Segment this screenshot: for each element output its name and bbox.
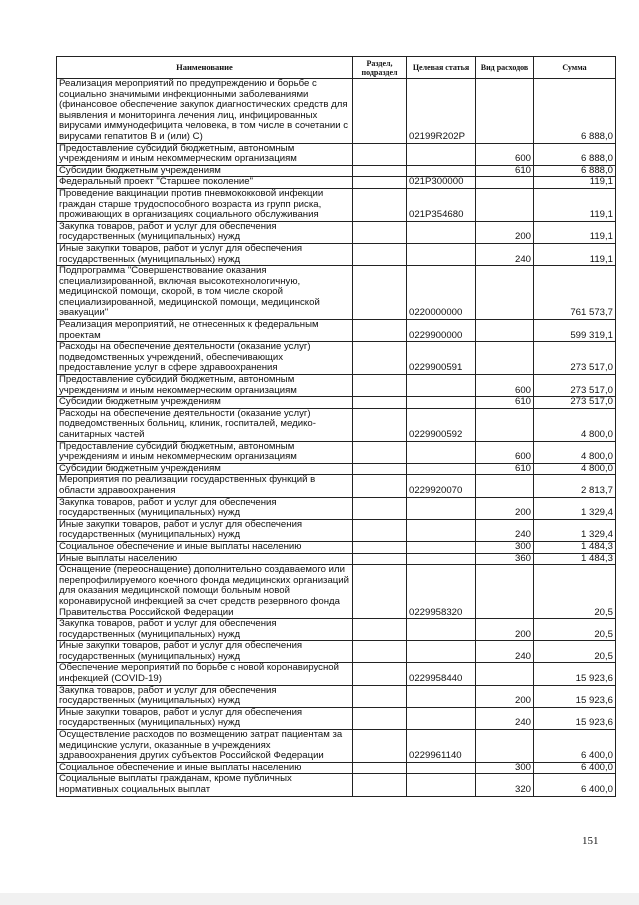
cell-name: Мероприятия по реализации государственных функций в области здравоохранения (57, 475, 353, 497)
cell-sum: 6 888,0 (534, 165, 616, 177)
cell-name: Федеральный проект "Старшее поколение" (57, 177, 353, 189)
cell-expense-type (476, 342, 534, 375)
cell-expense-type (476, 475, 534, 497)
cell-target: 0229900592 (407, 408, 476, 441)
cell-name: Подпрограмма "Совершенствование оказания специализированной, включая высокотехнологичную, медицинской помощи, скорой, в том числе скорой специализированной, медицинской помощи, медицинской эвакуации" (57, 266, 353, 320)
cell-target (407, 519, 476, 541)
header-target: Целевая статья (407, 57, 476, 79)
cell-name: Социальное обеспечение и иные выплаты населению (57, 762, 353, 774)
cell-target: 021P354680 (407, 188, 476, 221)
cell-sum: 4 800,0 (534, 441, 616, 463)
cell-target (407, 375, 476, 397)
header-row (57, 57, 616, 79)
cell-target (407, 541, 476, 553)
cell-section (353, 707, 407, 729)
cell-sum: 15 923,6 (534, 707, 616, 729)
cell-sum: 273 517,0 (534, 342, 616, 375)
cell-expense-type: 240 (476, 707, 534, 729)
cell-target (407, 463, 476, 475)
cell-expense-type (476, 177, 534, 189)
cell-section (353, 565, 407, 619)
cell-target: 0229920070 (407, 475, 476, 497)
cell-expense-type: 300 (476, 762, 534, 774)
cell-name: Иные закупки товаров, работ и услуг для обеспечения государственных (муниципальных) нужд (57, 243, 353, 265)
cell-expense-type (476, 79, 534, 144)
cell-name: Субсидии бюджетным учреждениям (57, 165, 353, 177)
cell-expense-type: 600 (476, 143, 534, 165)
cell-expense-type (476, 408, 534, 441)
table-row (57, 397, 616, 409)
cell-sum: 6 888,0 (534, 79, 616, 144)
cell-sum: 20,5 (534, 565, 616, 619)
cell-expense-type: 600 (476, 441, 534, 463)
cell-sum: 119,1 (534, 243, 616, 265)
cell-section (353, 375, 407, 397)
header-expense-type: Вид расходов (476, 57, 534, 79)
cell-name: Расходы на обеспечение деятельности (оказание услуг) подведомственных больниц, клиник, госпиталей, медико-санитарных частей (57, 408, 353, 441)
cell-name: Иные выплаты населению (57, 553, 353, 565)
cell-name: Закупка товаров, работ и услуг для обеспечения государственных (муниципальных) нужд (57, 221, 353, 243)
table-row (57, 553, 616, 565)
cell-section (353, 177, 407, 189)
cell-sum: 4 800,0 (534, 463, 616, 475)
cell-sum: 119,1 (534, 221, 616, 243)
cell-sum: 6 400,0 (534, 774, 616, 796)
cell-target: 0229900591 (407, 342, 476, 375)
table-row (57, 441, 616, 463)
cell-section (353, 243, 407, 265)
cell-section (353, 541, 407, 553)
cell-expense-type (476, 730, 534, 763)
header-sum: Сумма (534, 57, 616, 79)
cell-name: Предоставление субсидий бюджетным, автономным учреждениям и иным некоммерческим организациям (57, 441, 353, 463)
cell-sum: 2 813,7 (534, 475, 616, 497)
cell-expense-type (476, 320, 534, 342)
cell-expense-type: 200 (476, 685, 534, 707)
cell-section (353, 619, 407, 641)
cell-section (353, 762, 407, 774)
cell-expense-type: 610 (476, 165, 534, 177)
cell-target (407, 707, 476, 729)
cell-section (353, 79, 407, 144)
table-row (57, 165, 616, 177)
cell-target (407, 762, 476, 774)
cell-name: Социальные выплаты гражданам, кроме публичных нормативных социальных выплат (57, 774, 353, 796)
cell-section (353, 519, 407, 541)
cell-section (353, 463, 407, 475)
cell-target: 0229961140 (407, 730, 476, 763)
cell-target (407, 397, 476, 409)
cell-sum: 15 923,6 (534, 663, 616, 685)
cell-section (353, 730, 407, 763)
cell-section (353, 441, 407, 463)
cell-sum: 20,5 (534, 641, 616, 663)
table-row (57, 475, 616, 497)
cell-target (407, 143, 476, 165)
cell-sum: 1 329,4 (534, 519, 616, 541)
table-body (57, 79, 616, 797)
cell-expense-type: 240 (476, 519, 534, 541)
cell-section (353, 266, 407, 320)
table-row (57, 188, 616, 221)
cell-section (353, 685, 407, 707)
cell-name: Осуществление расходов по возмещению затрат пациентам за медицинские услуги, оказанные в учреждениях здравоохранения других субъектов Российской Федерации (57, 730, 353, 763)
table-row (57, 497, 616, 519)
table-row (57, 730, 616, 763)
page-bottom-shade (0, 893, 639, 905)
cell-expense-type: 200 (476, 497, 534, 519)
cell-target: 02199R202P (407, 79, 476, 144)
cell-name: Оснащение (переоснащение) дополнительно создаваемого или перепрофилируемого коечного фонда медицинских организаций для оказания медицинской помощи больным новой коронавирусной инфекцией за счет средств резервного фонда Правительства Российской Федерации (57, 565, 353, 619)
cell-sum: 119,1 (534, 177, 616, 189)
cell-section (353, 475, 407, 497)
cell-sum: 6 888,0 (534, 143, 616, 165)
cell-expense-type: 240 (476, 243, 534, 265)
cell-section (353, 663, 407, 685)
cell-sum: 6 400,0 (534, 762, 616, 774)
cell-name: Закупка товаров, работ и услуг для обеспечения государственных (муниципальных) нужд (57, 497, 353, 519)
cell-name: Закупка товаров, работ и услуг для обеспечения государственных (муниципальных) нужд (57, 619, 353, 641)
cell-expense-type: 240 (476, 641, 534, 663)
cell-expense-type: 610 (476, 397, 534, 409)
cell-section (353, 221, 407, 243)
cell-expense-type: 300 (476, 541, 534, 553)
budget-table (56, 56, 616, 797)
cell-sum: 20,5 (534, 619, 616, 641)
table-row (57, 641, 616, 663)
cell-section (353, 143, 407, 165)
table-row (57, 663, 616, 685)
cell-sum: 761 573,7 (534, 266, 616, 320)
cell-target (407, 243, 476, 265)
cell-section (353, 342, 407, 375)
cell-target: 0220000000 (407, 266, 476, 320)
cell-sum: 1 484,3 (534, 541, 616, 553)
table-row (57, 762, 616, 774)
cell-sum: 15 923,6 (534, 685, 616, 707)
cell-name: Субсидии бюджетным учреждениям (57, 463, 353, 475)
table-row (57, 243, 616, 265)
cell-expense-type (476, 663, 534, 685)
cell-target: 021P300000 (407, 177, 476, 189)
cell-target (407, 685, 476, 707)
cell-target (407, 221, 476, 243)
table-row (57, 320, 616, 342)
cell-name: Предоставление субсидий бюджетным, автономным учреждениям и иным некоммерческим организациям (57, 143, 353, 165)
header-section: Раздел, подраздел (353, 57, 407, 79)
table-row (57, 177, 616, 189)
cell-section (353, 774, 407, 796)
cell-expense-type: 600 (476, 375, 534, 397)
table-row (57, 541, 616, 553)
cell-name: Иные закупки товаров, работ и услуг для обеспечения государственных (муниципальных) нужд (57, 707, 353, 729)
cell-name: Обеспечение мероприятий по борьбе с новой коронавирусной инфекцией (COVID-19) (57, 663, 353, 685)
cell-sum: 6 400,0 (534, 730, 616, 763)
cell-name: Предоставление субсидий бюджетным, автономным учреждениям и иным некоммерческим организациям (57, 375, 353, 397)
cell-expense-type (476, 266, 534, 320)
cell-expense-type (476, 188, 534, 221)
table-row (57, 375, 616, 397)
cell-name: Социальное обеспечение и иные выплаты населению (57, 541, 353, 553)
cell-name: Иные закупки товаров, работ и услуг для обеспечения государственных (муниципальных) нужд (57, 641, 353, 663)
cell-target: 0229958320 (407, 565, 476, 619)
cell-name: Реализация мероприятий, не отнесенных к федеральным проектам (57, 320, 353, 342)
cell-target (407, 774, 476, 796)
cell-section (353, 408, 407, 441)
cell-target (407, 441, 476, 463)
cell-name: Расходы на обеспечение деятельности (оказание услуг) подведомственных учреждений, обеспечивающих предоставление услуг в сфере здравоохранения (57, 342, 353, 375)
cell-target (407, 641, 476, 663)
cell-target: 0229958440 (407, 663, 476, 685)
table-row (57, 221, 616, 243)
cell-expense-type: 200 (476, 221, 534, 243)
cell-sum: 1 484,3 (534, 553, 616, 565)
cell-name: Субсидии бюджетным учреждениям (57, 397, 353, 409)
table-row (57, 565, 616, 619)
cell-name: Проведение вакцинации против пневмококковой инфекции граждан старше трудоспособного возраста из групп риска, проживающих в организациях социального обслуживания (57, 188, 353, 221)
cell-target (407, 165, 476, 177)
cell-sum: 4 800,0 (534, 408, 616, 441)
cell-expense-type: 610 (476, 463, 534, 475)
table-row (57, 619, 616, 641)
cell-section (353, 320, 407, 342)
cell-section (353, 165, 407, 177)
cell-section (353, 497, 407, 519)
header-name: Наименование (57, 57, 353, 79)
cell-expense-type: 360 (476, 553, 534, 565)
cell-section (353, 188, 407, 221)
cell-expense-type: 320 (476, 774, 534, 796)
cell-name: Закупка товаров, работ и услуг для обеспечения государственных (муниципальных) нужд (57, 685, 353, 707)
cell-target (407, 497, 476, 519)
cell-expense-type: 200 (476, 619, 534, 641)
cell-sum: 119,1 (534, 188, 616, 221)
cell-name: Реализация мероприятий по предупреждению и борьбе с социально значимыми инфекционными заболеваниями (финансовое обеспечение закупок диагностических средств для выявления и мониторинга лечения лиц, инфицированных вирусами иммунодефицита человека, в том числе в сочетании с вирусами гепатитов В и (или) С) (57, 79, 353, 144)
table-row (57, 266, 616, 320)
table-row (57, 685, 616, 707)
table-row (57, 79, 616, 144)
cell-sum: 1 329,4 (534, 497, 616, 519)
cell-target (407, 619, 476, 641)
cell-expense-type (476, 565, 534, 619)
cell-section (353, 641, 407, 663)
cell-target: 0229900000 (407, 320, 476, 342)
table-row (57, 408, 616, 441)
cell-sum: 273 517,0 (534, 397, 616, 409)
table-row (57, 143, 616, 165)
cell-sum: 599 319,1 (534, 320, 616, 342)
cell-sum: 273 517,0 (534, 375, 616, 397)
table-row (57, 707, 616, 729)
table-row (57, 342, 616, 375)
table-row (57, 519, 616, 541)
page-number: 151 (582, 835, 599, 847)
cell-target (407, 553, 476, 565)
cell-section (353, 553, 407, 565)
cell-name: Иные закупки товаров, работ и услуг для обеспечения государственных (муниципальных) нужд (57, 519, 353, 541)
table-row (57, 774, 616, 796)
cell-section (353, 397, 407, 409)
table-row (57, 463, 616, 475)
